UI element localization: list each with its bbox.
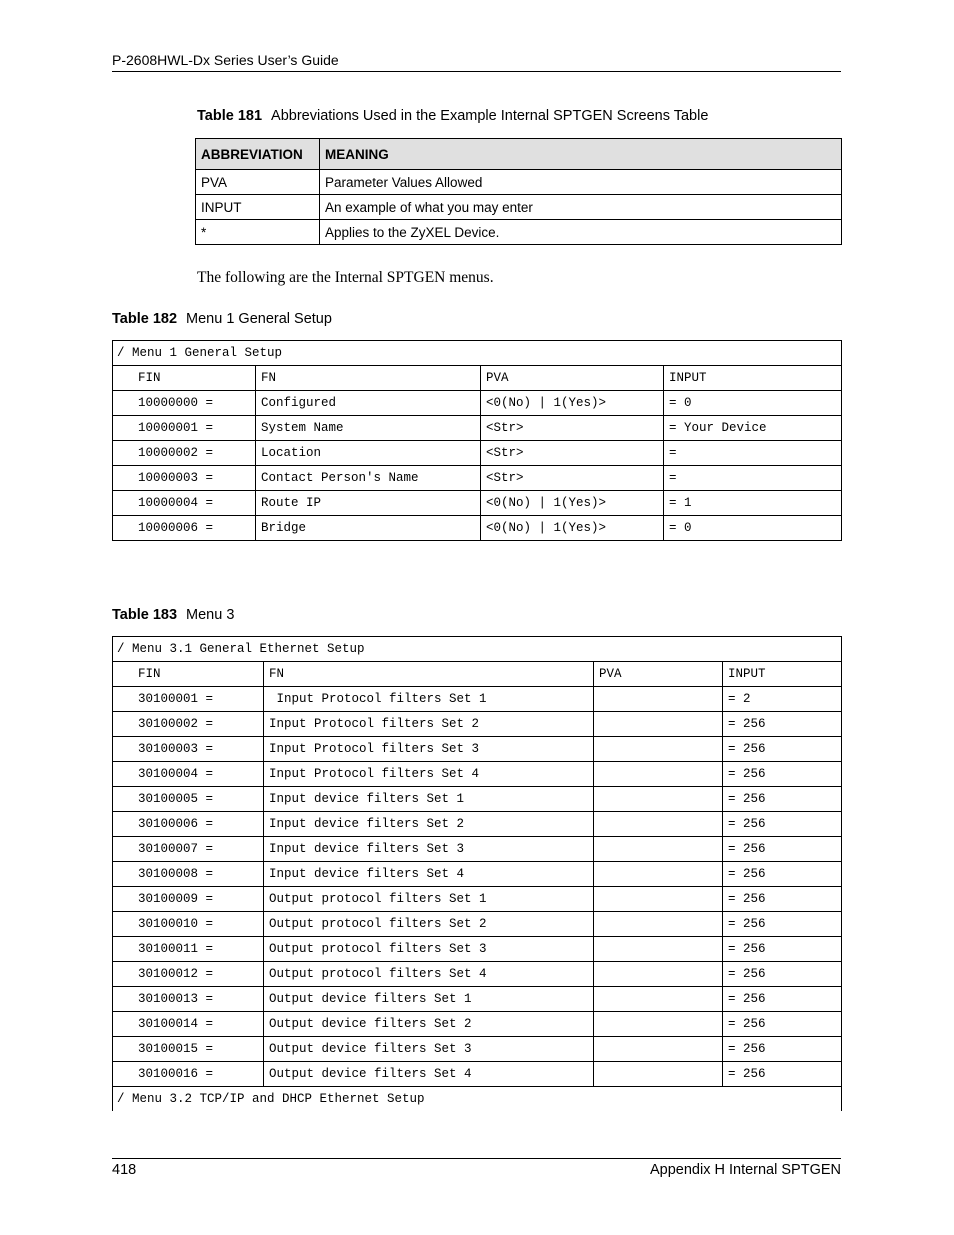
table-row bbox=[113, 416, 842, 441]
menu-3-table bbox=[112, 636, 842, 1111]
fn-cell: Input device filters Set 2 bbox=[264, 812, 594, 837]
table-row bbox=[113, 937, 842, 962]
fin-cell: 30100015 = bbox=[113, 1037, 264, 1062]
intro-paragraph: The following are the Internal SPTGEN menus. bbox=[197, 269, 494, 286]
header-pva: PVA bbox=[594, 662, 723, 687]
pva-cell bbox=[594, 712, 723, 737]
table-row bbox=[113, 441, 842, 466]
fin-cell: 30100010 = bbox=[113, 912, 264, 937]
abbreviations-table bbox=[195, 138, 842, 245]
pva-cell bbox=[594, 1012, 723, 1037]
input-cell: = 256 bbox=[723, 1012, 842, 1037]
pva-cell bbox=[594, 1037, 723, 1062]
table-row bbox=[196, 170, 842, 195]
fn-cell: Input Protocol filters Set 3 bbox=[264, 737, 594, 762]
header-abbreviation: ABBREVIATION bbox=[196, 139, 320, 170]
menu-1-table bbox=[112, 340, 842, 541]
pva-cell bbox=[594, 1062, 723, 1087]
pva-cell bbox=[594, 912, 723, 937]
pva-cell bbox=[594, 937, 723, 962]
fn-cell: Input device filters Set 1 bbox=[264, 787, 594, 812]
table-181-number: Table 181 bbox=[197, 108, 263, 124]
table-row bbox=[113, 491, 842, 516]
pva-cell bbox=[594, 762, 723, 787]
fin-cell: 30100002 = bbox=[113, 712, 264, 737]
table-row bbox=[113, 862, 842, 887]
input-cell: = 256 bbox=[723, 787, 842, 812]
table-row bbox=[113, 837, 842, 862]
table-row bbox=[113, 812, 842, 837]
header-meaning: MEANING bbox=[320, 139, 842, 170]
fin-cell: 30100008 = bbox=[113, 862, 264, 887]
menu-title-row bbox=[113, 341, 842, 366]
table-row bbox=[113, 737, 842, 762]
input-cell: = 256 bbox=[723, 837, 842, 862]
header-rule bbox=[112, 71, 841, 72]
table-row bbox=[113, 962, 842, 987]
table-182-title: Menu 1 General Setup bbox=[186, 311, 332, 327]
abbreviation-cell: INPUT bbox=[196, 195, 320, 220]
fn-cell: Output device filters Set 1 bbox=[264, 987, 594, 1012]
table-row bbox=[196, 195, 842, 220]
fn-cell: Input device filters Set 4 bbox=[264, 862, 594, 887]
fn-cell: Output device filters Set 4 bbox=[264, 1062, 594, 1087]
fn-cell: Output protocol filters Set 4 bbox=[264, 962, 594, 987]
fin-cell: 30100011 = bbox=[113, 937, 264, 962]
pva-cell bbox=[594, 812, 723, 837]
pva-cell bbox=[594, 737, 723, 762]
fn-cell: Input Protocol filters Set 1 bbox=[264, 687, 594, 712]
fn-cell: Output protocol filters Set 1 bbox=[264, 887, 594, 912]
fin-cell: 30100007 = bbox=[113, 837, 264, 862]
header-input: INPUT bbox=[723, 662, 842, 687]
table-row bbox=[113, 887, 842, 912]
meaning-cell: Parameter Values Allowed bbox=[320, 170, 842, 195]
pva-cell bbox=[594, 862, 723, 887]
fin-cell: 10000002 = bbox=[113, 441, 256, 466]
input-cell: = 256 bbox=[723, 962, 842, 987]
input-cell: = 2 bbox=[723, 687, 842, 712]
menu-title-row bbox=[113, 637, 842, 662]
table-183-number: Table 183 bbox=[112, 607, 178, 623]
pva-cell bbox=[594, 962, 723, 987]
table-header-row bbox=[113, 366, 842, 391]
fin-cell: 10000003 = bbox=[113, 466, 256, 491]
table-181-caption bbox=[197, 108, 708, 124]
table-row bbox=[113, 391, 842, 416]
table-row bbox=[113, 1062, 842, 1087]
fin-cell: 10000004 = bbox=[113, 491, 256, 516]
section-title: Appendix H Internal SPTGEN bbox=[649, 1162, 841, 1178]
fin-cell: 10000000 = bbox=[113, 391, 256, 416]
fn-cell: System Name bbox=[256, 416, 481, 441]
table-row bbox=[113, 1037, 842, 1062]
table-182-caption bbox=[112, 311, 332, 327]
pva-cell: <Str> bbox=[481, 416, 664, 441]
footer-rule bbox=[112, 1158, 841, 1159]
fin-cell: 30100016 = bbox=[113, 1062, 264, 1087]
pva-cell bbox=[594, 787, 723, 812]
pva-cell bbox=[594, 837, 723, 862]
input-cell: = 256 bbox=[723, 812, 842, 837]
input-cell: = 256 bbox=[723, 1037, 842, 1062]
header-fin: FIN bbox=[113, 662, 264, 687]
header-fn: FN bbox=[264, 662, 594, 687]
pva-cell: <Str> bbox=[481, 466, 664, 491]
table-header-row bbox=[196, 139, 842, 170]
input-cell: = Your Device bbox=[664, 416, 842, 441]
table-row bbox=[113, 762, 842, 787]
fn-cell: Route IP bbox=[256, 491, 481, 516]
table-row bbox=[113, 466, 842, 491]
abbreviation-cell: PVA bbox=[196, 170, 320, 195]
menu-title: / Menu 3.1 General Ethernet Setup bbox=[113, 637, 842, 662]
input-cell: = bbox=[664, 441, 842, 466]
fn-cell: Bridge bbox=[256, 516, 481, 541]
input-cell: = 256 bbox=[723, 862, 842, 887]
input-cell: = 256 bbox=[723, 737, 842, 762]
header-pva: PVA bbox=[481, 366, 664, 391]
table-183-caption bbox=[112, 607, 234, 623]
fin-cell: 30100013 = bbox=[113, 987, 264, 1012]
table-row bbox=[113, 712, 842, 737]
table-182-number: Table 182 bbox=[112, 311, 178, 327]
fn-cell: Location bbox=[256, 441, 481, 466]
pva-cell bbox=[594, 687, 723, 712]
pva-cell: <0(No) | 1(Yes)> bbox=[481, 491, 664, 516]
fn-cell: Output device filters Set 2 bbox=[264, 1012, 594, 1037]
fin-cell: 30100014 = bbox=[113, 1012, 264, 1037]
table-header-row bbox=[113, 662, 842, 687]
input-cell: = 256 bbox=[723, 887, 842, 912]
input-cell: = 0 bbox=[664, 516, 842, 541]
fin-cell: 30100001 = bbox=[113, 687, 264, 712]
input-cell: = 256 bbox=[723, 987, 842, 1012]
input-cell: = 256 bbox=[723, 762, 842, 787]
input-cell: = 1 bbox=[664, 491, 842, 516]
fn-cell: Output protocol filters Set 3 bbox=[264, 937, 594, 962]
fin-cell: 30100005 = bbox=[113, 787, 264, 812]
pva-cell: <Str> bbox=[481, 441, 664, 466]
fn-cell: Input device filters Set 3 bbox=[264, 837, 594, 862]
fin-cell: 30100003 = bbox=[113, 737, 264, 762]
meaning-cell: An example of what you may enter bbox=[320, 195, 842, 220]
header-input: INPUT bbox=[664, 366, 842, 391]
input-cell: = 256 bbox=[723, 912, 842, 937]
pva-cell: <0(No) | 1(Yes)> bbox=[481, 391, 664, 416]
table-row bbox=[113, 687, 842, 712]
input-cell: = 256 bbox=[723, 937, 842, 962]
input-cell: = 256 bbox=[723, 712, 842, 737]
running-header: P-2608HWL-Dx Series User’s Guide bbox=[112, 52, 339, 68]
fin-cell: 30100009 = bbox=[113, 887, 264, 912]
input-cell: = bbox=[664, 466, 842, 491]
table-row bbox=[113, 1012, 842, 1037]
table-row bbox=[113, 787, 842, 812]
fn-cell: Contact Person's Name bbox=[256, 466, 481, 491]
table-row bbox=[113, 987, 842, 1012]
header-fin: FIN bbox=[113, 366, 256, 391]
table-row bbox=[113, 912, 842, 937]
pva-cell: <0(No) | 1(Yes)> bbox=[481, 516, 664, 541]
fn-cell: Input Protocol filters Set 4 bbox=[264, 762, 594, 787]
input-cell: = 0 bbox=[664, 391, 842, 416]
table-row bbox=[113, 516, 842, 541]
fin-cell: 30100004 = bbox=[113, 762, 264, 787]
fn-cell: Input Protocol filters Set 2 bbox=[264, 712, 594, 737]
fn-cell: Output device filters Set 3 bbox=[264, 1037, 594, 1062]
fin-cell: 30100006 = bbox=[113, 812, 264, 837]
fin-cell: 30100012 = bbox=[113, 962, 264, 987]
fn-cell: Output protocol filters Set 2 bbox=[264, 912, 594, 937]
abbreviation-cell: * bbox=[196, 220, 320, 245]
input-cell: = 256 bbox=[723, 1062, 842, 1087]
next-menu-title: / Menu 3.2 TCP/IP and DHCP Ethernet Setup bbox=[113, 1087, 842, 1112]
pva-cell bbox=[594, 987, 723, 1012]
fin-cell: 10000001 = bbox=[113, 416, 256, 441]
meaning-cell: Applies to the ZyXEL Device. bbox=[320, 220, 842, 245]
page-number: 418 bbox=[112, 1162, 137, 1178]
menu-title: / Menu 1 General Setup bbox=[113, 341, 842, 366]
fin-cell: 10000006 = bbox=[113, 516, 256, 541]
table-row bbox=[196, 220, 842, 245]
fn-cell: Configured bbox=[256, 391, 481, 416]
table-181-title: Abbreviations Used in the Example Internal SPTGEN Screens Table bbox=[271, 108, 709, 124]
header-fn: FN bbox=[256, 366, 481, 391]
next-menu-title-row bbox=[113, 1087, 842, 1112]
table-183-title: Menu 3 bbox=[186, 607, 235, 623]
pva-cell bbox=[594, 887, 723, 912]
